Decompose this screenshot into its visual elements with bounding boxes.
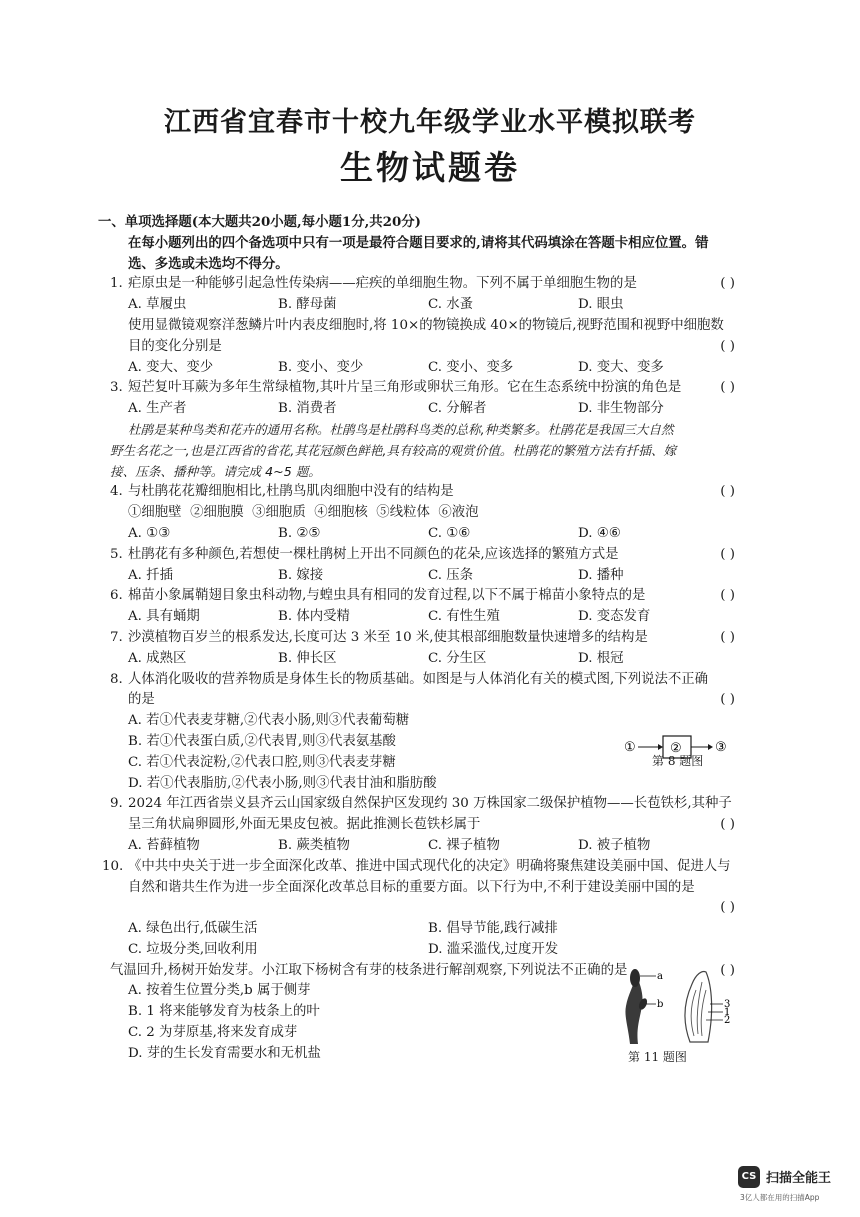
answer-paren: ( ): [720, 380, 735, 396]
option-d: D. 播种: [578, 567, 624, 583]
option-b: B. 1 将来能够发育为枝条上的叶: [128, 1004, 320, 1020]
question-text: 沙漠植物百岁兰的根系发达,长度可达 3 米至 10 米,使其根部细胞数量快速增多的结构是: [128, 629, 648, 645]
option-a: A. ①③: [128, 525, 171, 541]
question-3: [110, 378, 735, 399]
option-d: D. 变态发育: [578, 609, 651, 625]
option-d: D. 芽的生长发育需要水和无机盐: [128, 1045, 321, 1061]
question-6-options: [110, 607, 735, 628]
option-b: B. 变小、变少: [278, 359, 364, 375]
reading-line-3: 接、压条、播种等。请完成 4~5 题。: [110, 463, 321, 479]
option-a: A. 苔藓植物: [128, 837, 200, 853]
question-5: [110, 545, 735, 566]
question-number: 10.: [102, 858, 124, 874]
fig11-label-2: 2: [724, 1015, 731, 1026]
option-b: B. 体内受精: [278, 609, 350, 625]
option-d: D. 被子植物: [578, 837, 651, 853]
option-b: B. ②⑤: [278, 525, 321, 541]
option-a: A. 按着生位置分类,b 属于侧芽: [128, 983, 311, 999]
question-8: [110, 670, 735, 691]
question-10-line-2: 自然和谐共生作为进一步全面深化改革总目标的重要方面。以下行为中,不利于建设美丽中国的是: [128, 879, 695, 895]
option-c: C. 2 为芽原基,将来发育成芽: [128, 1025, 298, 1041]
question-10-options-row-1: [110, 919, 735, 940]
option-c: C. 变小、变多: [428, 359, 514, 375]
question-2-line-1: 使用显微镜观察洋葱鳞片叶内表皮细胞时,将 10×的物镜换成 40×的物镜后,视野范围和视野中细胞数: [128, 317, 724, 333]
option-a: A. 绿色出行,低碳生活: [128, 921, 258, 937]
option-d: D. 眼虫: [578, 297, 624, 313]
section-instruction-2: 选、多选或未选均不得分。: [128, 255, 289, 272]
question-number: 1.: [110, 276, 123, 292]
option-b: B. 消费者: [278, 401, 337, 417]
option-c: C. 若①代表淀粉,②代表口腔,则③代表麦芽糖: [128, 754, 396, 770]
question-text: 《中共中央关于进一步全面深化改革、推进中国式现代化的决定》明确将聚焦建设美丽中国、促进人与: [128, 858, 731, 874]
question-number: 6.: [110, 588, 123, 604]
question-text: 短芒复叶耳蕨为多年生常绿植物,其叶片呈三角形或卵状三角形。它在生态系统中扮演的角色是: [128, 380, 682, 396]
arrow-icon: [658, 744, 663, 750]
question-number: 5.: [110, 546, 123, 562]
reading-line-1: 杜鹃是某种鸟类和花卉的通用名称。杜鹃鸟是杜鹃科鸟类的总称,种类繁多。杜鹃花是我国三大自然: [128, 421, 674, 437]
option-a: A. 成熟区: [128, 650, 187, 666]
question-text: 疟原虫是一种能够引起急性传染病——疟疾的单细胞生物。下列不属于单细胞生物的是: [128, 276, 637, 292]
camscanner-logo-icon: CS: [738, 1166, 760, 1188]
exam-subtitle: 生物试题卷: [340, 148, 520, 187]
fig8-label-3: ③: [715, 740, 727, 755]
option-d: D. 根冠: [578, 650, 624, 666]
question-number: 4.: [110, 484, 123, 500]
question-7-options: [110, 649, 735, 670]
reading-line-2: 野生名花之一,也是江西省的省花,其花冠颜色鲜艳,具有较高的观赏价值。杜鹃花的繁殖方法有扦插、嫁: [110, 442, 677, 458]
question-9-line-2: [110, 815, 735, 836]
option-a: A. 生产者: [128, 401, 187, 417]
option-b: B. 嫁接: [278, 567, 324, 583]
question-4: [110, 482, 735, 503]
question-7: [110, 628, 735, 649]
option-d: D. 若①代表脂肪,②代表小肠,则③代表甘油和脂肪酸: [128, 775, 437, 791]
question-2-options: [110, 358, 735, 379]
question-8-line-2: [110, 690, 735, 711]
option-d: D. 变大、变多: [578, 359, 664, 375]
question-4-items: ①细胞壁 ②细胞膜 ③细胞质 ④细胞核 ⑤线粒体 ⑥液泡: [128, 505, 479, 521]
question-3-options: [110, 399, 735, 420]
option-d: D. 非生物部分: [578, 401, 664, 417]
option-c: C. 水蚤: [428, 297, 474, 313]
question-6: [110, 586, 735, 607]
question-5-options: [110, 566, 735, 587]
option-c: C. 分生区: [428, 650, 487, 666]
question-text: 人体消化吸收的营养物质是身体生长的物质基础。如图是与人体消化有关的模式图,下列说法不正确: [128, 671, 709, 687]
poplar-bud-diagram: [610, 966, 740, 1046]
option-c: C. 裸子植物: [428, 837, 500, 853]
option-a: A. 具有蛹期: [128, 609, 200, 625]
answer-paren: ( ): [720, 588, 735, 604]
option-b: B. 伸长区: [278, 650, 337, 666]
question-text: 目的变化分别是: [128, 338, 222, 354]
option-a: A. 若①代表麦芽糖,②代表小肠,则③代表葡萄糖: [128, 713, 410, 729]
question-text: 的是: [128, 692, 155, 708]
question-text: 呈三角状扁卵圆形,外面无果皮包被。据此推测长苞铁杉属于: [128, 817, 481, 833]
question-number: 7.: [110, 629, 123, 645]
answer-paren: ( ): [720, 546, 735, 562]
fig11-label-a: a: [657, 971, 663, 982]
fig11-caption: 第 11 题图: [628, 1050, 687, 1064]
exam-body: [98, 212, 735, 1065]
question-10-paren-line: [110, 898, 735, 919]
option-b: B. 若①代表蛋白质,②代表胃,则③代表氨基酸: [128, 733, 396, 749]
question-9-options: [110, 836, 735, 857]
watermark-tagline: 3亿人都在用的扫描App: [740, 1193, 820, 1202]
scanner-watermark: [738, 1166, 848, 1206]
question-text: 气温回升,杨树开始发芽。小江取下杨树含有芽的枝条进行解剖观察,下列说法不正确的是: [110, 962, 628, 978]
section-heading: 一、单项选择题(本大题共20小题,每小题1分,共20分): [98, 214, 422, 230]
question-1: [110, 274, 735, 295]
fig8-label-1: ①: [624, 740, 636, 755]
question-4-options: [110, 524, 735, 545]
answer-paren: ( ): [720, 817, 735, 833]
option-d: D. 滥采滥伐,过度开发: [428, 941, 559, 957]
answer-paren: ( ): [720, 962, 735, 978]
option-b: B. 蕨类植物: [278, 837, 350, 853]
question-number: 8.: [110, 671, 123, 687]
option-b: B. 酵母菌: [278, 297, 337, 313]
option-a: A. 草履虫: [128, 297, 187, 313]
option-c: C. 有性生殖: [428, 609, 500, 625]
question-2: [110, 337, 735, 358]
fig11-label-3: 3: [724, 999, 731, 1010]
terminal-bud-icon: [630, 969, 640, 987]
option-a: A. 扦插: [128, 567, 173, 583]
arrow-icon: [708, 744, 713, 750]
question-text: 与杜鹃花花瓣细胞相比,杜鹃鸟肌肉细胞中没有的结构是: [128, 484, 454, 500]
fig11-label-1: 1: [724, 1007, 731, 1018]
option-d: D. ④⑥: [578, 525, 621, 541]
section-instruction-1: 在每小题列出的四个备选项中只有一项是最符合题目要求的,请将其代码填涂在答题卡相应位置。错: [128, 234, 709, 251]
option-b: B. 倡导节能,践行减排: [428, 921, 558, 937]
question-10: [102, 857, 735, 878]
fig8-caption: 第 8 题图: [652, 754, 704, 768]
answer-paren: ( ): [720, 276, 735, 292]
answer-paren: ( ): [720, 692, 735, 708]
option-c: C. 分解者: [428, 401, 487, 417]
question-1-options: [110, 295, 735, 316]
fig8-label-2: ②: [670, 741, 682, 756]
answer-paren: ( ): [720, 900, 735, 916]
question-number: 3.: [110, 380, 123, 396]
question-text: 杜鹃花有多种颜色,若想使一棵杜鹃树上开出不同颜色的花朵,应该选择的繁殖方式是: [128, 546, 619, 562]
question-10-options-row-2: [110, 940, 735, 961]
answer-paren: ( ): [720, 629, 735, 645]
question-number: 9.: [110, 796, 123, 812]
question-text: 2024 年江西省崇义县齐云山国家级自然保护区发现约 30 万株国家二级保护植物——长苞铁杉,其种子: [128, 796, 732, 812]
option-c: C. ①⑥: [428, 525, 471, 541]
option-c: C. 压条: [428, 567, 474, 583]
option-a: A. 变大、变少: [128, 359, 214, 375]
question-9: [110, 794, 735, 815]
fig11-label-b: b: [657, 999, 664, 1010]
exam-title: 江西省宜春市十校九年级学业水平模拟联考: [164, 107, 696, 138]
question-text: 棉苗小象属鞘翅目象虫科动物,与蝗虫具有相同的发育过程,以下不属于棉苗小象特点的是: [128, 588, 646, 604]
watermark-name: 扫描全能王: [766, 1171, 832, 1186]
answer-paren: ( ): [720, 338, 735, 354]
option-c: C. 垃圾分类,回收利用: [128, 941, 258, 957]
answer-paren: ( ): [720, 484, 735, 500]
